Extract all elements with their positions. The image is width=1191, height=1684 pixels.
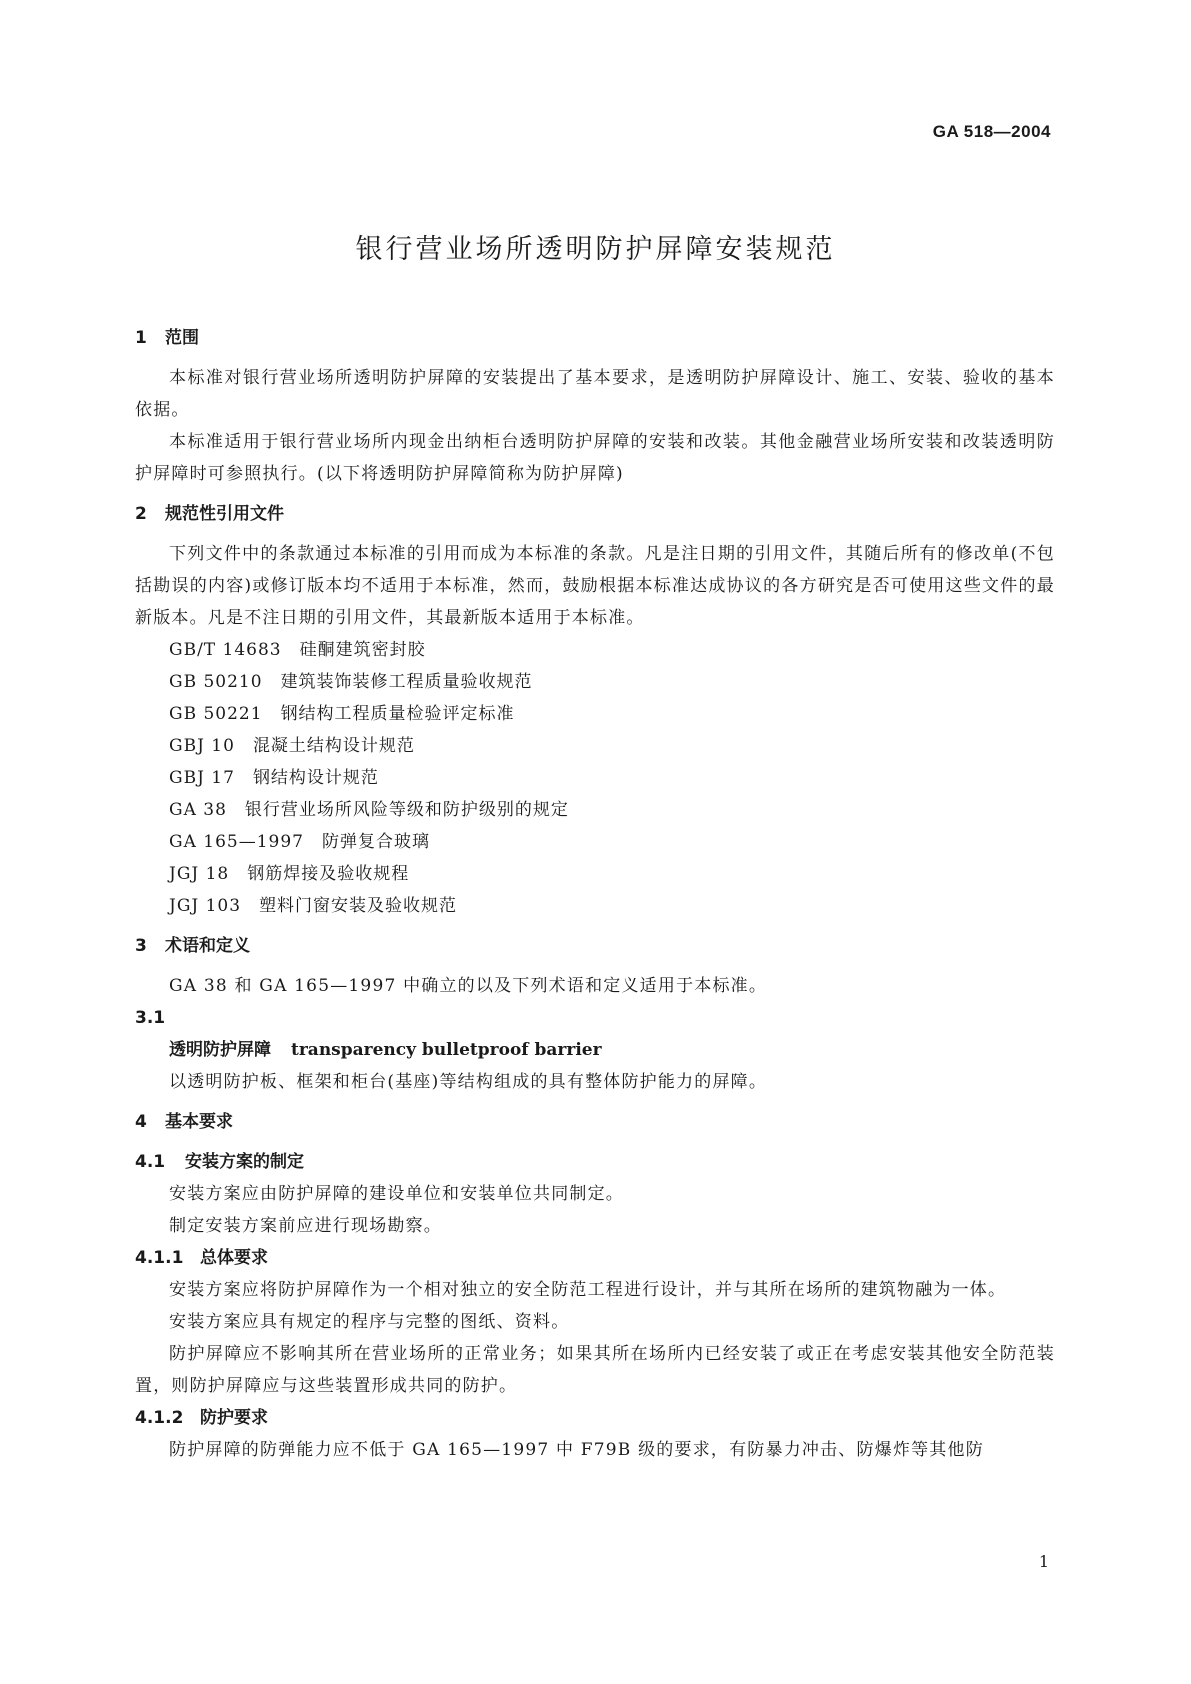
reference-item (135, 794, 1055, 826)
reference-code: GA 165—1997 (169, 832, 304, 852)
reference-name: 银行营业场所风险等级和防护级别的规定 (244, 800, 569, 820)
paragraph: 安装方案应由防护屏障的建设单位和安装单位共同制定。 (169, 1184, 624, 1204)
paragraph: GA 38 和 GA 165—1997 中确立的以及下列术语和定义适用于本标准。 (169, 976, 768, 996)
reference-code: GBJ 17 (169, 768, 235, 788)
subsection-number: 4.1.1 (135, 1248, 184, 1268)
reference-code: GB/T 14683 (169, 640, 282, 660)
reference-name: 混凝土结构设计规范 (252, 736, 415, 756)
reference-name: 钢结构工程质量检验评定标准 (280, 704, 515, 724)
reference-item (135, 634, 1055, 666)
section-2-heading (135, 498, 1055, 530)
section-number: 3 (135, 936, 147, 956)
document-body (135, 322, 1055, 1466)
section-3-heading (135, 930, 1055, 962)
term-entry (135, 1034, 1055, 1066)
subsection-3-1-number (135, 1002, 1055, 1034)
subsection-number: 4.1 (135, 1152, 166, 1172)
paragraph: 安装方案应将防护屏障作为一个相对独立的安全防范工程进行设计，并与其所在场所的建筑物融为一体。 (169, 1280, 1007, 1300)
paragraph: 本标准对银行营业场所透明防护屏障的安装提出了基本要求，是透明防护屏障设计、施工、安装、验收的基本依据。 (135, 368, 1055, 420)
section-title: 基本要求 (165, 1112, 233, 1132)
reference-code: GA 38 (169, 800, 227, 820)
subsection-number: 4.1.2 (135, 1408, 184, 1428)
section-title: 规范性引用文件 (165, 504, 284, 524)
paragraph: 本标准适用于银行营业场所内现金出纳柜台透明防护屏障的安装和改装。其他金融营业场所安装和改装透明防护屏障时可参照执行。(以下将透明防护屏障简称为防护屏障) (135, 432, 1055, 484)
term-english: transparency bulletproof barrier (291, 1040, 602, 1060)
reference-code: JGJ 103 (169, 896, 242, 916)
section-number: 1 (135, 328, 147, 348)
section-title: 范围 (165, 328, 199, 348)
section-1-heading (135, 322, 1055, 354)
reference-name: 硅酮建筑密封胶 (299, 640, 426, 660)
reference-name: 建筑装饰装修工程质量验收规范 (280, 672, 533, 692)
section-4-heading (135, 1106, 1055, 1138)
reference-item (135, 826, 1055, 858)
subsection-number: 3.1 (135, 1008, 166, 1028)
term-definition: 以透明防护板、框架和柜台(基座)等结构组成的具有整体防护能力的屏障。 (169, 1072, 768, 1092)
subsection-title: 防护要求 (200, 1408, 268, 1428)
standard-code: GA 518—2004 (932, 122, 1051, 141)
reference-item (135, 730, 1055, 762)
paragraph: 防护屏障应不影响其所在营业场所的正常业务；如果其所在场所内已经安装了或正在考虑安装其他安全防范装置，则防护屏障应与这些装置形成共同的防护。 (135, 1344, 1055, 1396)
paragraph: 下列文件中的条款通过本标准的引用而成为本标准的条款。凡是注日期的引用文件，其随后所有的修改单(不包括勘误的内容)或修订版本均不适用于本标准，然而，鼓励根据本标准达成协议的各方研究是否可使用这些文件的最新版本。凡是不注日期的引用文件，其最新版本适用于本标准。 (135, 544, 1055, 628)
reference-item (135, 666, 1055, 698)
section-4-1-2-heading (135, 1402, 1055, 1434)
reference-item (135, 858, 1055, 890)
reference-name: 塑料门窗安装及验收规范 (259, 896, 458, 916)
reference-code: GB 50221 (169, 704, 263, 724)
reference-item (135, 890, 1055, 922)
reference-item (135, 698, 1055, 730)
paragraph: 安装方案应具有规定的程序与完整的图纸、资料。 (169, 1312, 570, 1332)
reference-code: JGJ 18 (169, 864, 230, 884)
reference-code: GBJ 10 (169, 736, 235, 756)
reference-code: GB 50210 (169, 672, 263, 692)
section-title: 术语和定义 (165, 936, 250, 956)
section-4-1-1-heading (135, 1242, 1055, 1274)
paragraph: 制定安装方案前应进行现场勘察。 (169, 1216, 442, 1236)
page-number: 1 (1038, 1552, 1049, 1571)
paragraph: 防护屏障的防弹能力应不低于 GA 165—1997 中 F79B 级的要求，有防暴力冲击、防爆炸等其他防 (169, 1440, 984, 1460)
section-number: 4 (135, 1112, 147, 1132)
section-4-1-heading (135, 1146, 1055, 1178)
reference-name: 防弹复合玻璃 (321, 832, 430, 852)
document-title: 银行营业场所透明防护屏障安装规范 (355, 234, 836, 265)
subsection-title: 总体要求 (200, 1248, 268, 1268)
reference-name: 钢结构设计规范 (252, 768, 379, 788)
section-number: 2 (135, 504, 147, 524)
reference-item (135, 762, 1055, 794)
subsection-title: 安装方案的制定 (185, 1152, 304, 1172)
reference-name: 钢筋焊接及验收规程 (247, 864, 410, 884)
term-chinese: 透明防护屏障 (169, 1040, 271, 1060)
